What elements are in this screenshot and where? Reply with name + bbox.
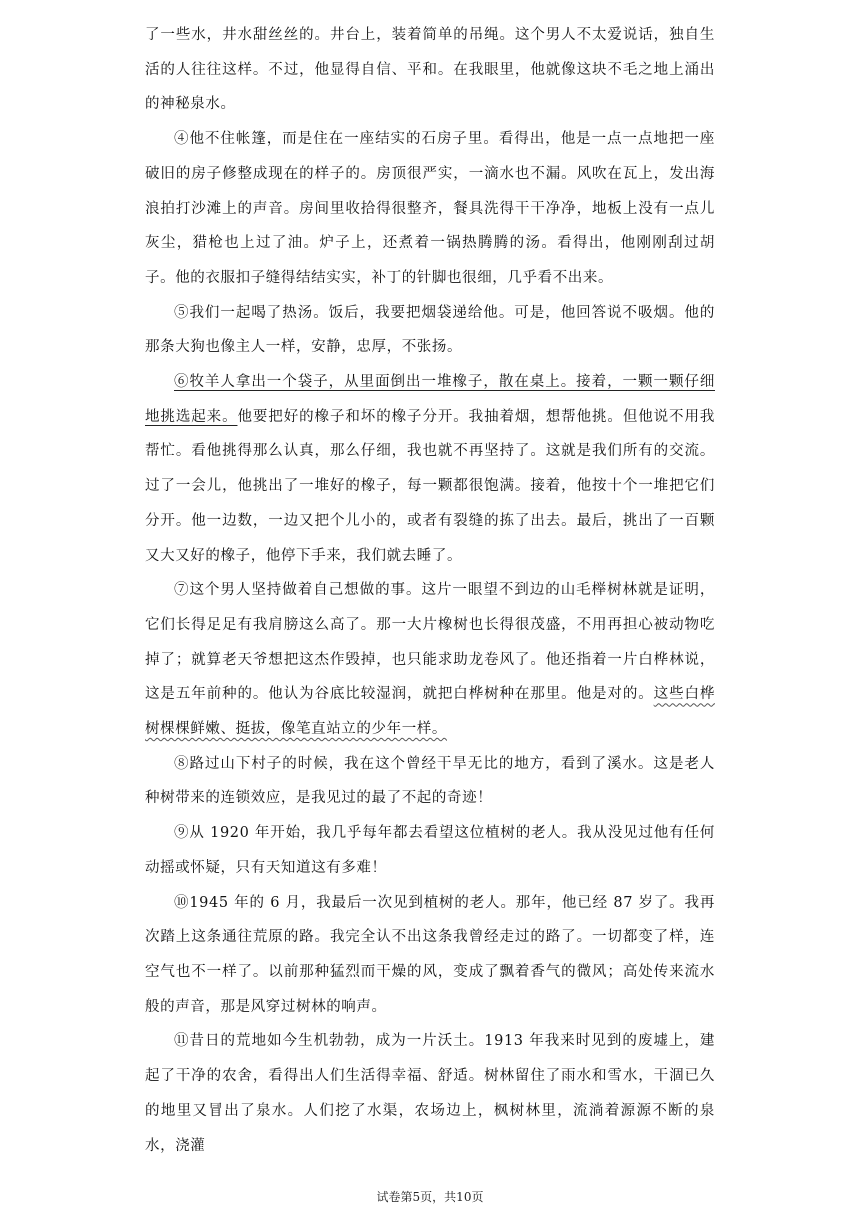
paragraph-6	[145, 365, 715, 573]
paragraph-6-rest: 他要把好的橡子和坏的橡子分开。我抽着烟，想帮他挑。但他说不用我帮忙。看他挑得那么认真，那么仔细，我也就不再坚持了。这就是我们所有的交流。过了一会儿，他挑出了一堆好的橡子，每一颗都很饱满。接着，他按十个一堆把它们分开。他一边数，一边又把个儿小的，或者有裂缝的拣了出去。最后，挑出了一百颗又大又好的橡子，他停下手来，我们就去睡了。	[145, 408, 715, 564]
page-footer: 试卷第5页，共10页	[376, 1190, 484, 1204]
paragraph-11: ⑪昔日的荒地如今生机勃勃，成为一片沃土。1913 年我来时见到的废墟上，建起了干净的农舍，看得出人们生活得幸福、舒适。树林留住了雨水和雪水，干涸已久的地里又冒出了泉水。人们挖了水渠，农场边上，枫树林里，流淌着源源不断的泉水，浇灌	[145, 1033, 715, 1154]
paragraph-7	[145, 573, 715, 747]
document-body	[145, 18, 715, 1163]
paragraph-7-text: ⑦这个男人坚持做着自己想做的事。这片一眼望不到边的山毛榉树林就是证明，它们长得足足有我肩膀这么高了。那一大片橡树也长得很茂盛，不用再担心被动物吃掉了；就算老天爷想把这杰作毁掉，也只能求助龙卷风了。他还指着一片白桦林说，这是五年前种的。他认为谷底比较湿润，就把白桦树种在那里。他是对的。	[145, 582, 715, 703]
paragraph-continued: 了一些水，井水甜丝丝的。井台上，装着简单的吊绳。这个男人不太爱说话，独自生活的人往往这样。不过，他显得自信、平和。在我眼里，他就像这块不毛之地上涌出的神秘泉水。	[145, 27, 715, 113]
paragraph-5: ⑤我们一起喝了热汤。饭后，我要把烟袋递给他。可是，他回答说不吸烟。他的那条大狗也像主人一样，安静，忠厚，不张扬。	[145, 304, 715, 356]
paragraph-10: ⑩1945 年的 6 月，我最后一次见到植树的老人。那年，他已经 87 岁了。我再次踏上这条通往荒原的路。我完全认不出这条我曾经走过的路了。一切都变了样，连空气也不一样了。以前那种猛烈而干燥的风，变成了飘着香气的微风；高处传来流水般的声音，那是风穿过树林的响声。	[145, 894, 715, 1015]
wavy-underlined-sentence: 这些白桦树棵棵鲜嫩、挺拔，像笔直站立的少年一样。	[145, 686, 715, 738]
underlined-sentence: ⑥牧羊人拿出一个袋子，从里面倒出一堆橡子，散在桌上。接着，一颗一颗仔细地挑选起来。	[145, 374, 715, 425]
paragraph-4: ④他不住帐篷，而是住在一座结实的石房子里。看得出，他是一点一点地把一座破旧的房子修整成现在的样子的。房顶很严实，一滴水也不漏。风吹在瓦上，发出海浪拍打沙滩上的声音。房间里收拾得很整齐，餐具洗得干干净净，地板上没有一点儿灰尘，猎枪也上过了油。炉子上，还煮着一锅热腾腾的汤。看得出，他刚刚刮过胡子。他的衣服扣子缝得结结实实，补丁的针脚也很细，几乎看不出来。	[145, 131, 715, 286]
paragraph-9: ⑨从 1920 年开始，我几乎每年都去看望这位植树的老人。我从没见过他有任何动摇或怀疑，只有天知道这有多难！	[145, 825, 715, 876]
paragraph-8: ⑧路过山下村子的时候，我在这个曾经干旱无比的地方，看到了溪水。这是老人种树带来的连锁效应，是我见过的最了不起的奇迹！	[145, 755, 715, 807]
